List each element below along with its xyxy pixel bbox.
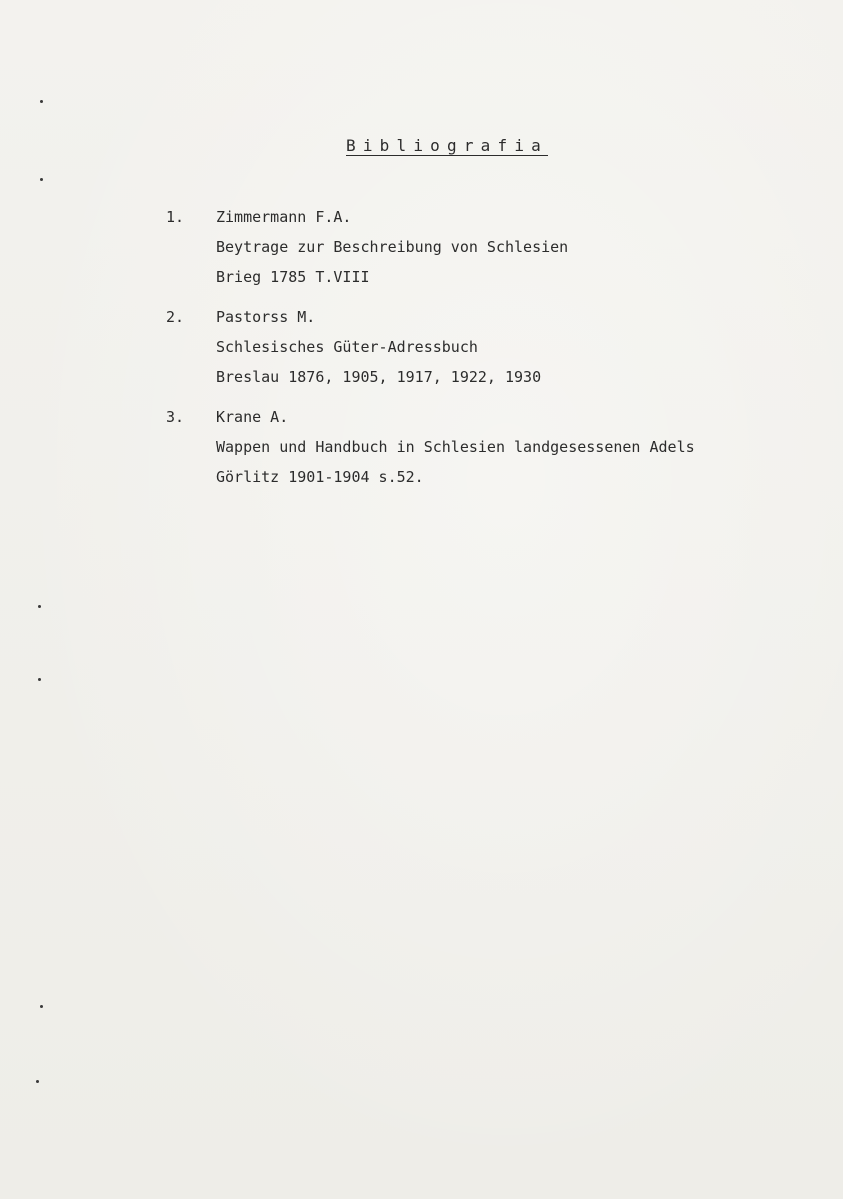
margin-mark xyxy=(40,178,43,181)
entry-3-author: Krane A. xyxy=(216,408,289,426)
entry-2-number: 2. xyxy=(166,308,185,326)
entry-3-publication: Görlitz 1901-1904 s.52. xyxy=(216,468,424,486)
page-title: Bibliografia xyxy=(346,136,548,155)
entry-2-publication: Breslau 1876, 1905, 1917, 1922, 1930 xyxy=(216,368,542,386)
margin-mark xyxy=(38,605,41,608)
entry-3-title: Wappen und Handbuch in Schlesien landgesessenen Adels xyxy=(216,438,695,456)
margin-mark xyxy=(40,100,43,103)
entry-1-author: Zimmermann F.A. xyxy=(216,208,352,226)
entry-2-author: Pastorss M. xyxy=(216,308,316,326)
margin-mark xyxy=(36,1080,39,1083)
margin-mark xyxy=(38,678,41,681)
entry-1-title: Beytrage zur Beschreibung von Schlesien xyxy=(216,238,569,256)
entry-2-title: Schlesisches Güter-Adressbuch xyxy=(216,338,478,356)
entry-1-number: 1. xyxy=(166,208,185,226)
entry-1-publication: Brieg 1785 T.VIII xyxy=(216,268,370,286)
entry-3-number: 3. xyxy=(166,408,185,426)
margin-mark xyxy=(40,1005,43,1008)
